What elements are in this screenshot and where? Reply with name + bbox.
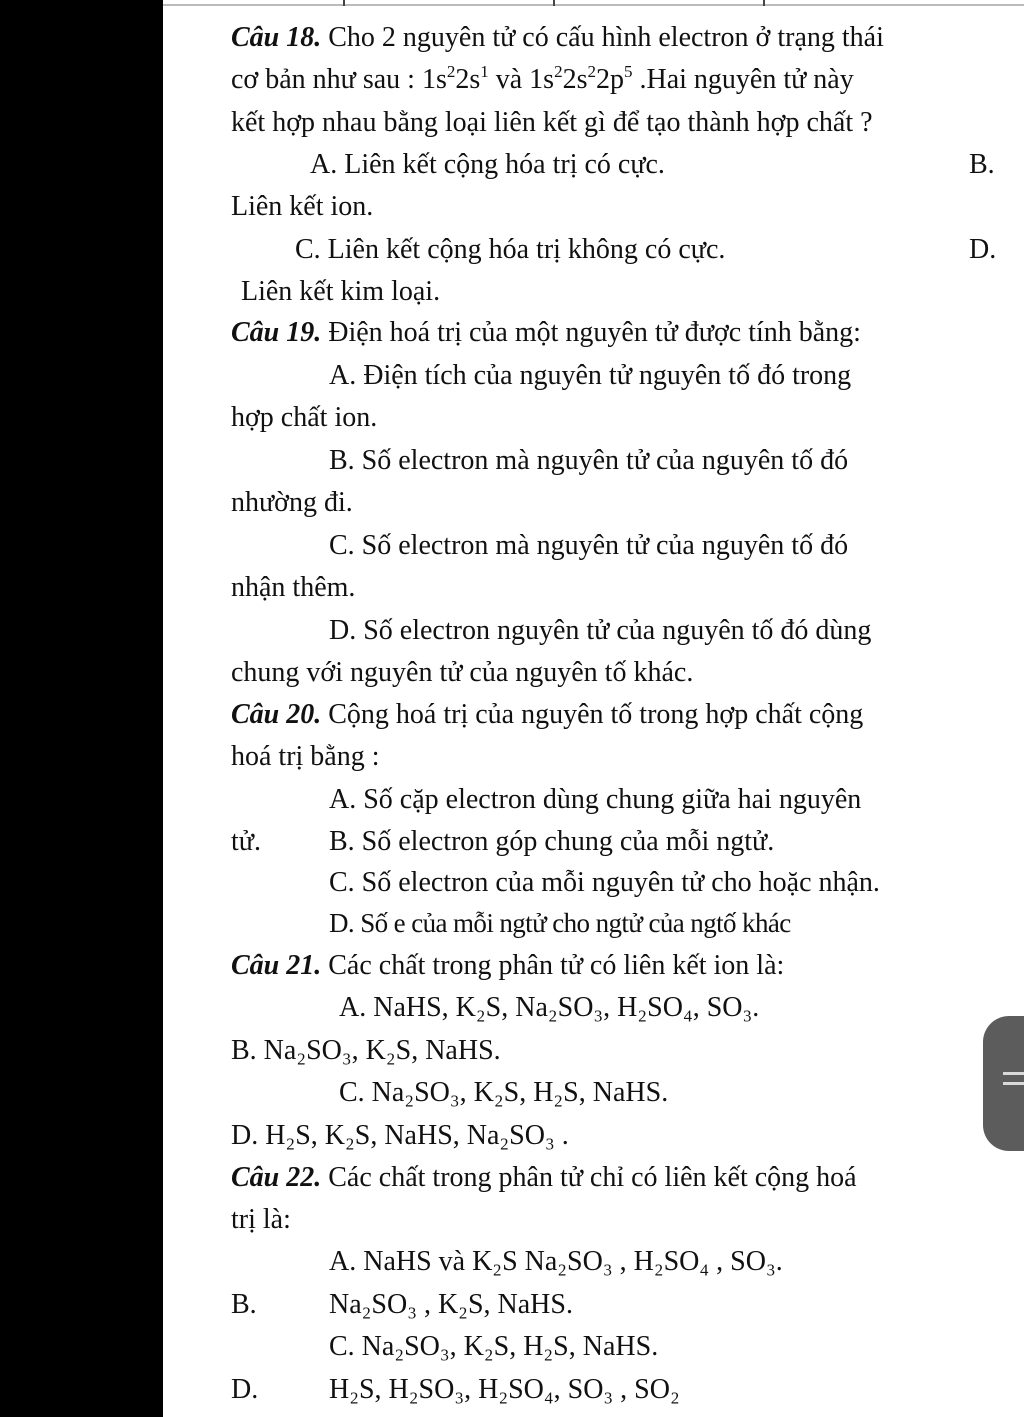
q19-option-d-line1: D. Số electron nguyên tử của nguyên tố đó dùng bbox=[329, 615, 872, 646]
q21-stem bbox=[231, 949, 784, 983]
q18-stem-text: Cho 2 nguyên tử có cấu hình electron ở trạng thái bbox=[321, 22, 884, 53]
q18-option-d-text: Liên kết kim loại. bbox=[241, 276, 441, 307]
q22-stem-line2: trị là: bbox=[231, 1204, 291, 1235]
ruler-tick bbox=[763, 0, 765, 6]
q19-option-b-line1: B. Số electron mà nguyên tử của nguyên tố đó bbox=[329, 445, 849, 476]
q22-option-a: A. NaHS và K₂S Na₂SO₃ , H₂SO₄ , SO₃. bbox=[329, 1246, 783, 1277]
q21-label: Câu 21. bbox=[231, 950, 322, 981]
grip-line bbox=[1003, 1082, 1024, 1085]
q18-label: Câu 18. bbox=[231, 22, 322, 53]
ruler-tick bbox=[343, 0, 345, 6]
q20-stem-line1 bbox=[231, 698, 863, 732]
q19-option-a-line2: hợp chất ion. bbox=[231, 402, 378, 433]
q18-option-c: C. Liên kết cộng hóa trị không có cực. bbox=[295, 234, 726, 265]
q19-option-a-line1: A. Điện tích của nguyên tử nguyên tố đó trong bbox=[329, 360, 852, 391]
q20-option-b: B. Số electron góp chung của mỗi ngtử. bbox=[329, 826, 775, 857]
q20-option-c: C. Số electron của mỗi nguyên tử cho hoặc nhận. bbox=[329, 867, 880, 898]
q22-option-b-text: Na₂SO₃ , K₂S, NaHS. bbox=[329, 1289, 573, 1320]
q22-option-b-letter: B. bbox=[231, 1289, 257, 1320]
q22-option-d-text: H₂S, H₂SO₃, H₂SO₄, SO₃ , SO₂ bbox=[329, 1374, 680, 1405]
superscript: 2 bbox=[554, 62, 563, 81]
q22-label: Câu 22. bbox=[231, 1162, 322, 1193]
superscript: 2 bbox=[587, 62, 596, 81]
q21-option-a: A. NaHS, K₂S, Na₂SO₃, H₂SO₄, SO₃. bbox=[339, 992, 760, 1023]
q18-stem-line3: kết hợp nhau bằng loại liên kết gì để tạo thành hợp chất ? bbox=[231, 107, 873, 138]
q18-config-part: 2s bbox=[562, 64, 588, 95]
q22-option-c: C. Na₂SO₃, K₂S, H₂S, NaHS. bbox=[329, 1331, 659, 1362]
q19-option-c-line1: C. Số electron mà nguyên tử của nguyên tố đó bbox=[329, 530, 849, 561]
document-page bbox=[163, 0, 1024, 1417]
q21-stem-text: Các chất trong phân tử có liên kết ion là: bbox=[321, 950, 785, 981]
superscript: 2 bbox=[446, 62, 456, 81]
q21-option-b: B. Na₂SO₃, K₂S, NaHS. bbox=[231, 1035, 501, 1066]
q20-label: Câu 20. bbox=[231, 699, 322, 730]
q22-stem-text: Các chất trong phân tử chỉ có liên kết cộng hoá bbox=[321, 1162, 857, 1193]
grip-line bbox=[1003, 1072, 1024, 1075]
ruler-tick bbox=[553, 0, 555, 6]
superscript: 1 bbox=[480, 62, 489, 81]
q18-option-d-letter: D. bbox=[969, 234, 997, 265]
q21-option-c: C. Na₂SO₃, K₂S, H₂S, NaHS. bbox=[339, 1077, 669, 1108]
q20-option-d: D. Số e của mỗi ngtử cho ngtử của ngtố khác bbox=[329, 908, 791, 938]
q20-option-a-line1: A. Số cặp electron dùng chung giữa hai nguyên bbox=[329, 784, 862, 815]
superscript: 5 bbox=[623, 62, 633, 81]
q18-config-part: 2p bbox=[595, 64, 624, 95]
q21-option-d: D. H₂S, K₂S, NaHS, Na₂SO₃ . bbox=[231, 1120, 569, 1151]
q19-stem-text: Điện hoá trị của một nguyên tử được tính bằng: bbox=[321, 317, 861, 348]
q22-stem-line1 bbox=[231, 1161, 857, 1195]
q18-config-suffix: .Hai nguyên tử này bbox=[632, 64, 854, 95]
q19-option-c-line2: nhận thêm. bbox=[231, 572, 356, 603]
q20-stem-line2: hoá trị bằng : bbox=[231, 741, 380, 772]
q20-option-a-line2: tử. bbox=[231, 826, 261, 857]
q18-config-part: và 1s bbox=[488, 64, 555, 95]
scroll-handle[interactable] bbox=[983, 1016, 1024, 1151]
q18-stem-line2 bbox=[231, 63, 854, 97]
q19-stem bbox=[231, 316, 861, 350]
q18-config-prefix: cơ bản như sau : 1s bbox=[231, 64, 447, 95]
q19-label: Câu 19. bbox=[231, 317, 322, 348]
q18-option-b-letter: B. bbox=[969, 149, 995, 180]
q18-stem-line1 bbox=[231, 21, 884, 55]
q18-option-a: A. Liên kết cộng hóa trị có cực. bbox=[310, 149, 665, 180]
q18-option-b-text: Liên kết ion. bbox=[231, 191, 374, 222]
q22-option-d-letter: D. bbox=[231, 1374, 259, 1405]
page-ruler bbox=[163, 0, 1024, 6]
q20-stem-text: Cộng hoá trị của nguyên tố trong hợp chất cộng bbox=[321, 699, 864, 730]
q18-config-part: 2s bbox=[455, 64, 481, 95]
q19-option-d-line2: chung với nguyên tử của nguyên tố khác. bbox=[231, 657, 694, 688]
q19-option-b-line2: nhường đi. bbox=[231, 487, 353, 518]
